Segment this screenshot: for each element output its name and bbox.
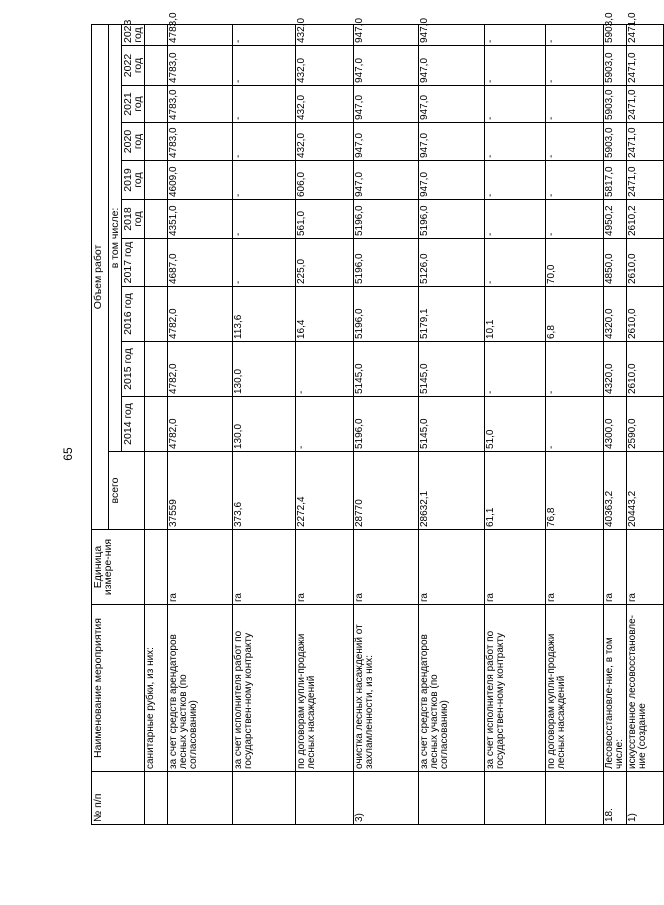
row-value: -: [546, 123, 604, 161]
row-value: 432,0: [296, 46, 354, 86]
row-value: [145, 24, 168, 45]
row-value: 947,0: [354, 161, 419, 200]
row-value: 2471,0: [627, 86, 664, 123]
header-year: 2018 год: [122, 200, 145, 239]
row-value: 2471,0: [627, 24, 664, 45]
row-total: [145, 452, 168, 530]
table-row: [604, 24, 627, 824]
table-row: [296, 24, 354, 824]
table-row: [233, 24, 296, 824]
row-value: -: [296, 342, 354, 397]
row-value: 561,0: [296, 200, 354, 239]
row-value: -: [233, 86, 296, 123]
row-value: 5817,0: [604, 161, 627, 200]
row-name: за счет исполнителя работ по государствен-ному контракту: [485, 605, 546, 772]
row-value: 5145,0: [419, 342, 485, 397]
row-value: 2471,0: [627, 123, 664, 161]
row-total: 37559: [168, 452, 233, 530]
row-value: 4783,0: [168, 24, 233, 45]
row-value: 51,0: [485, 397, 546, 452]
row-value: 4950,2: [604, 200, 627, 239]
row-name: Лесовосстановле-ние, в том числе:: [604, 605, 627, 772]
row-value: 70,0: [546, 239, 604, 287]
row-total: 28632,1: [419, 452, 485, 530]
row-unit: га: [485, 530, 546, 605]
row-num: [485, 772, 546, 825]
row-total: 373,6: [233, 452, 296, 530]
header-year: 2015 год: [122, 342, 145, 397]
row-value: 947,0: [354, 24, 419, 45]
row-value: [145, 397, 168, 452]
row-value: 4351,0: [168, 200, 233, 239]
table-row: [546, 24, 604, 824]
header-total: всего: [109, 452, 145, 530]
row-value: 5145,0: [419, 397, 485, 452]
row-unit: га: [604, 530, 627, 605]
row-value: 2610,2: [627, 200, 664, 239]
row-value: -: [546, 161, 604, 200]
row-num: [296, 772, 354, 825]
row-num: [419, 772, 485, 825]
page-number: 65: [61, 447, 75, 461]
row-value: 947,0: [354, 46, 419, 86]
row-total: 20443,2: [627, 452, 664, 530]
row-name: очистка лесных насаждений от захламленности, из них:: [354, 605, 419, 772]
row-num: 1): [627, 772, 664, 825]
row-value: 947,0: [419, 161, 485, 200]
row-value: -: [546, 24, 604, 45]
row-value: 2610,0: [627, 287, 664, 342]
row-unit: [145, 530, 168, 605]
row-value: 4850,0: [604, 239, 627, 287]
table-row: [627, 24, 664, 824]
row-total: 40363,2: [604, 452, 627, 530]
row-value: 16,4: [296, 287, 354, 342]
row-value: 225,0: [296, 239, 354, 287]
header-volume: Объем работ: [92, 24, 109, 529]
row-value: 2471,0: [627, 161, 664, 200]
row-num: [546, 772, 604, 825]
row-value: 2590,0: [627, 397, 664, 452]
row-total: 61,1: [485, 452, 546, 530]
table-row: [419, 24, 485, 824]
row-value: 5196,0: [354, 397, 419, 452]
row-value: -: [485, 86, 546, 123]
row-name: за счет средств арендаторов лесных участков (по согласованию): [419, 605, 485, 772]
row-value: 130,0: [233, 342, 296, 397]
row-value: -: [233, 200, 296, 239]
row-value: [145, 200, 168, 239]
row-value: 5903,0: [604, 24, 627, 45]
header-incl: в том числе:: [109, 24, 122, 451]
row-value: [145, 239, 168, 287]
row-value: -: [233, 24, 296, 45]
row-value: 10,1: [485, 287, 546, 342]
row-unit: га: [296, 530, 354, 605]
header-year: 2017 год: [122, 239, 145, 287]
row-name: искусственное лесовосстановле-ние (создание: [627, 605, 664, 772]
row-unit: га: [233, 530, 296, 605]
header-year: 2021 год: [122, 86, 145, 123]
row-value: -: [546, 342, 604, 397]
header-year: 2014 год: [122, 397, 145, 452]
row-value: -: [485, 200, 546, 239]
header-year: 2023 год: [122, 24, 145, 45]
row-value: 5903,0: [604, 86, 627, 123]
row-unit: га: [627, 530, 664, 605]
work-volume-table: [91, 12, 664, 825]
table-container: [91, 12, 648, 825]
row-value: -: [485, 46, 546, 86]
row-unit: га: [419, 530, 485, 605]
row-unit: га: [354, 530, 419, 605]
row-value: 2610,0: [627, 342, 664, 397]
header-unit: Единица измере-ния: [92, 530, 145, 605]
row-unit: га: [546, 530, 604, 605]
row-value: 4783,0: [168, 86, 233, 123]
row-value: -: [485, 239, 546, 287]
row-value: 5196,0: [419, 200, 485, 239]
row-value: 947,0: [354, 123, 419, 161]
row-value: 432,0: [296, 86, 354, 123]
row-value: -: [546, 397, 604, 452]
row-num: [145, 772, 168, 825]
row-total: 2272,4: [296, 452, 354, 530]
row-value: 4782,0: [168, 397, 233, 452]
row-value: 606,0: [296, 161, 354, 200]
row-unit: га: [168, 530, 233, 605]
row-value: 4687,0: [168, 239, 233, 287]
row-num: 3): [354, 772, 419, 825]
table-row: [145, 24, 168, 824]
row-value: [145, 86, 168, 123]
row-value: 4320,0: [604, 342, 627, 397]
row-name: за счет исполнителя работ по государствен-ному контракту: [233, 605, 296, 772]
row-value: [145, 342, 168, 397]
header-year: 2019 год: [122, 161, 145, 200]
row-value: -: [233, 46, 296, 86]
row-total: 76,8: [546, 452, 604, 530]
row-value: 5196,0: [354, 200, 419, 239]
row-value: 5145,0: [354, 342, 419, 397]
row-value: 2471,0: [627, 46, 664, 86]
row-value: [145, 287, 168, 342]
row-num: [168, 772, 233, 825]
row-value: -: [233, 123, 296, 161]
row-value: 5903,0: [604, 123, 627, 161]
row-name: по договорам купли-продажи лесных насаждений: [546, 605, 604, 772]
row-value: 947,0: [419, 123, 485, 161]
row-name: санитарные рубки, из них:: [145, 605, 168, 772]
row-value: 5903,0: [604, 46, 627, 86]
table-row: [485, 24, 546, 824]
row-value: 5179,1: [419, 287, 485, 342]
row-value: 947,0: [354, 86, 419, 123]
row-value: 6,8: [546, 287, 604, 342]
row-num: 18.: [604, 772, 627, 825]
row-value: 432,0: [296, 24, 354, 45]
row-value: -: [485, 161, 546, 200]
row-value: 947,0: [419, 24, 485, 45]
header-year: 2022 год: [122, 46, 145, 86]
row-value: -: [485, 342, 546, 397]
row-value: 113,6: [233, 287, 296, 342]
row-value: -: [485, 24, 546, 45]
row-value: 2610,0: [627, 239, 664, 287]
header-num: № п/п: [92, 772, 145, 825]
row-value: 4783,0: [168, 123, 233, 161]
row-value: 4300,0: [604, 397, 627, 452]
row-value: 4609,0: [168, 161, 233, 200]
row-total: 28770: [354, 452, 419, 530]
row-value: 4782,0: [168, 342, 233, 397]
row-value: [145, 161, 168, 200]
row-value: 947,0: [419, 86, 485, 123]
row-value: 4320,0: [604, 287, 627, 342]
table-row: [168, 24, 233, 824]
row-name: за счет средств арендаторов лесных участков (по согласованию): [168, 605, 233, 772]
header-year: 2020 год: [122, 123, 145, 161]
header-name: Наименование мероприятия: [92, 605, 145, 772]
row-value: 130,0: [233, 397, 296, 452]
row-value: 5126,0: [419, 239, 485, 287]
row-value: -: [546, 200, 604, 239]
row-value: 947,0: [419, 46, 485, 86]
row-value: -: [546, 86, 604, 123]
row-value: 432,0: [296, 123, 354, 161]
row-value: 4782,0: [168, 287, 233, 342]
table-row: [354, 24, 419, 824]
header-year: 2016 год: [122, 287, 145, 342]
row-value: 5196,0: [354, 239, 419, 287]
row-value: -: [296, 397, 354, 452]
row-value: -: [233, 239, 296, 287]
row-name: по договорам купли-продажи лесных насаждений: [296, 605, 354, 772]
row-value: 5196,0: [354, 287, 419, 342]
row-value: -: [485, 123, 546, 161]
row-value: [145, 123, 168, 161]
row-value: 4783,0: [168, 46, 233, 86]
row-num: [233, 772, 296, 825]
row-value: [145, 46, 168, 86]
row-value: -: [546, 46, 604, 86]
row-value: -: [233, 161, 296, 200]
